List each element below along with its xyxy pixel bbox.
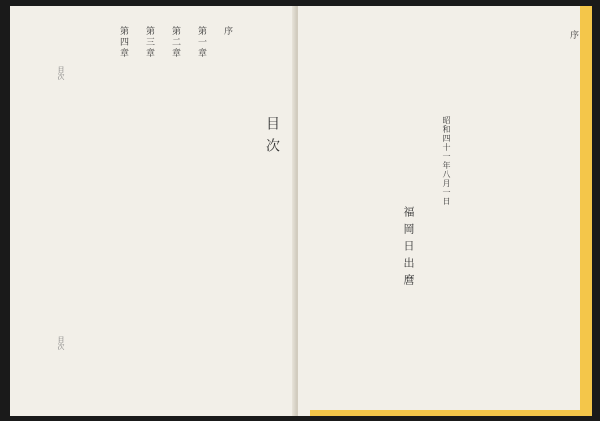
preface-page <box>298 6 592 416</box>
toc-title: 目次 <box>264 116 280 160</box>
preface-title: 序 <box>568 30 578 41</box>
toc-chapter-1: 第一章 <box>196 26 206 59</box>
toc-chapter-preface: 序 <box>222 26 232 37</box>
preface-date: 昭和四十一年八月一日 <box>442 116 451 206</box>
book-spread <box>10 6 592 416</box>
toc-page <box>10 6 297 416</box>
page-edge <box>580 6 592 416</box>
toc-chapter-3: 第三章 <box>144 26 154 59</box>
toc-chapter-2: 第二章 <box>170 26 180 59</box>
toc-folio-bottom: 目次 <box>57 336 65 350</box>
toc-folio-top: 目次 <box>57 66 65 80</box>
toc-chapter-4: 第四章 <box>118 26 128 59</box>
preface-author: 福岡日出麿 <box>402 206 415 291</box>
page-edge-bottom <box>310 410 580 416</box>
